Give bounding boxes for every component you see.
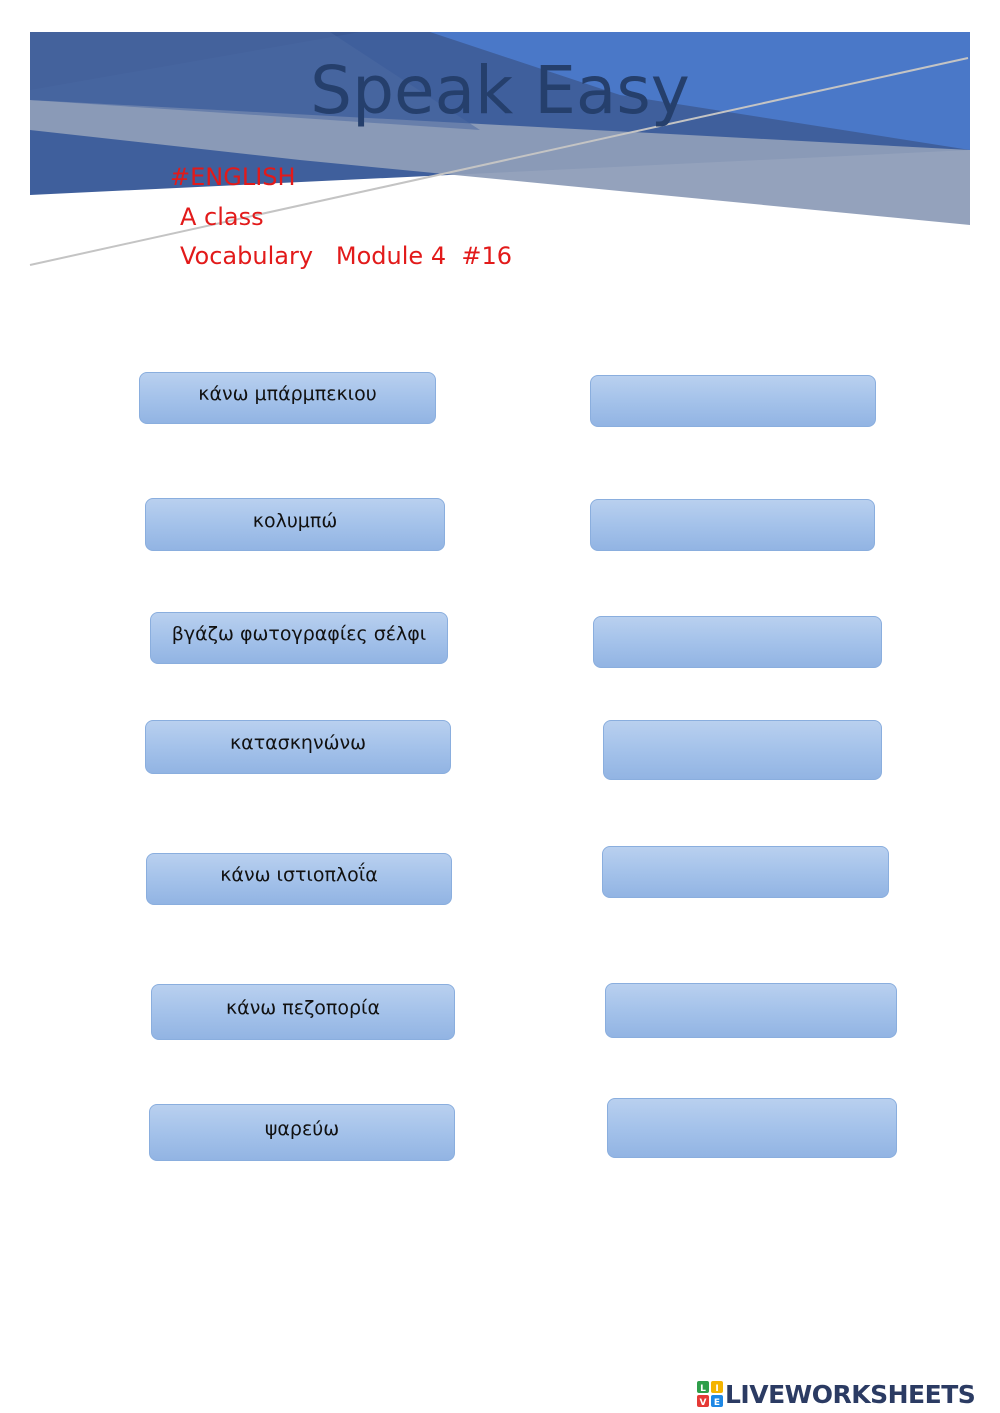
logo-letter: E	[713, 1398, 721, 1407]
class-label: A class	[180, 203, 264, 231]
phrase-box	[145, 720, 451, 774]
brand-name: LIVEWORKSHEETS	[725, 1379, 976, 1409]
phrase-box	[150, 612, 448, 664]
answer-drop-box[interactable]	[602, 846, 889, 898]
header-banner	[0, 0, 1000, 280]
phrase-box	[146, 853, 452, 905]
answer-drop-box[interactable]	[603, 720, 882, 780]
phrase-box	[139, 372, 436, 424]
phrase-text: κάνω μπάρμπεκιου	[198, 383, 377, 405]
worksheet-title: Speak Easy	[310, 52, 690, 129]
phrase-text: κολυμπώ	[252, 509, 338, 532]
liveworksheets-logo-icon	[697, 1381, 723, 1407]
phrase-box	[151, 984, 455, 1040]
answer-drop-box[interactable]	[605, 983, 897, 1038]
phrase-text: βγάζω φωτογραφίες σέλφι	[171, 623, 427, 645]
phrase-text: ψαρεύω	[264, 1117, 340, 1140]
logo-letter: L	[700, 1384, 706, 1394]
answer-drop-box[interactable]	[593, 616, 882, 668]
answer-drop-box[interactable]	[590, 375, 876, 427]
phrase-box	[145, 498, 445, 551]
liveworksheets-brand	[697, 1378, 975, 1410]
logo-letter: I	[715, 1384, 719, 1394]
answer-drop-box[interactable]	[607, 1098, 897, 1158]
answer-drop-box[interactable]	[590, 499, 875, 551]
phrase-text: κατασκηνώνω	[229, 732, 366, 754]
phrase-text: κάνω ιστιοπλοΐα	[220, 864, 378, 886]
phrase-box	[149, 1104, 455, 1161]
subject-label: #ENGLISH	[170, 163, 296, 191]
topic-label: Vocabulary Module 4 #16	[180, 242, 512, 270]
phrase-text: κάνω πεζοπορία	[225, 997, 381, 1019]
logo-letter: V	[699, 1398, 707, 1407]
